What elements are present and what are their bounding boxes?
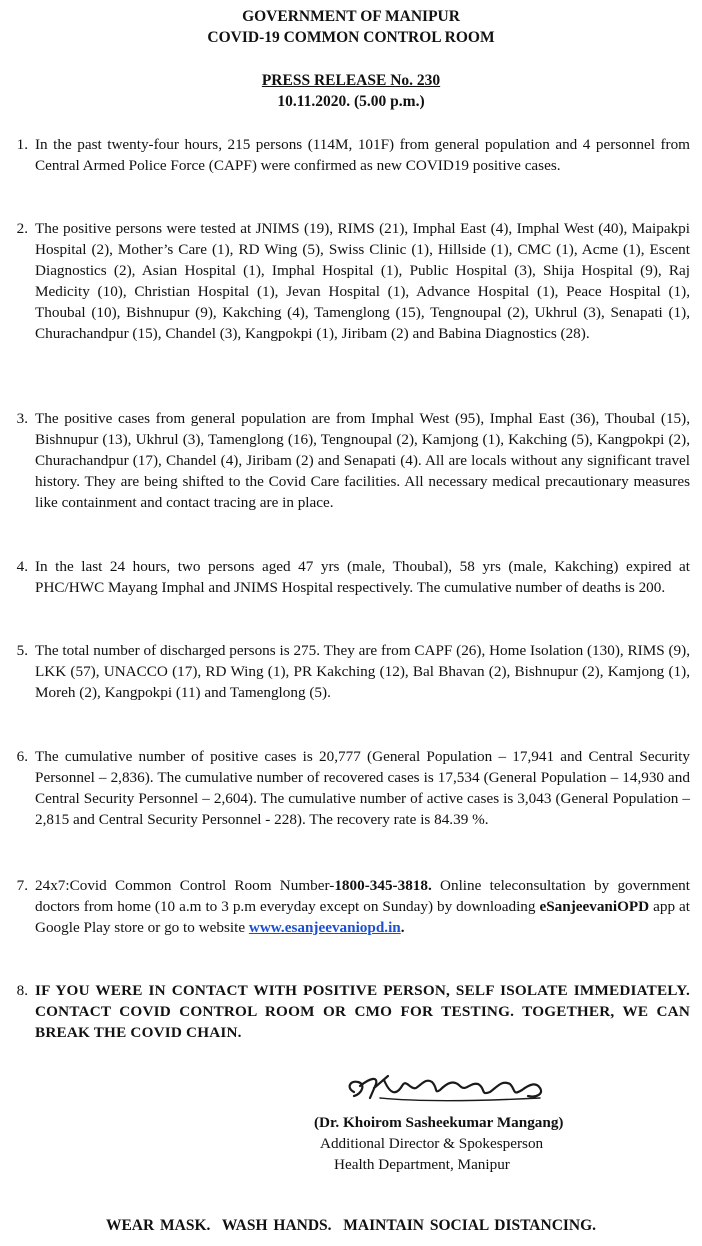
- item-number: 8.: [16, 982, 28, 999]
- header-government: GOVERNMENT OF MANIPUR: [242, 8, 460, 25]
- item-text: In the last 24 hours, two persons aged 47 yrs (male, Thoubal), 58 yrs (male, Kakching) expired at PHC/HWC Mayang Imphal and JNIMS Hospital respectively. The cumulative number of deaths is 200.: [35, 558, 690, 596]
- item-number: 1.: [16, 136, 28, 153]
- teleconsultation-text: Online teleconsultation by government doctors from home (10 a.m to 3 p.m everyday except on Sunday) by downloading: [35, 877, 690, 915]
- item-text: The positive cases from general population are from Imphal West (95), Imphal East (36), Thoubal (15), Bishnupur (13), Ukhrul (3), Tamenglong (16), Tengnoupal (2), Kamjong (1), Kakching (5), Kangpokpi (2), Churachandpur (17), Chandel (4), Jiribam (2) and Senapati (4). All are locals without any significant travel history. They are being shifted to the Covid Care facilities. All necessary medical precautionary measures like containment and contact tracing are in place.: [35, 410, 690, 511]
- footer-slogan: WEAR MASK. WASH HANDS. MAINTAIN SOCIAL DISTANCING.: [105, 1217, 597, 1234]
- app-name: eSanjeevaniOPD: [539, 898, 650, 915]
- item-text: The total number of discharged persons is 275. They are from CAPF (26), Home Isolation (130), RIMS (9), LKK (57), UNACCO (17), RD Wing (1), PR Kakching (12), Bal Bhavan (2), Bishnupur (2), Kamjong (1), Moreh (2), Kangpokpi (11) and Tamenglong (5).: [35, 642, 690, 701]
- signatory-department: Health Department, Manipur: [334, 1156, 510, 1173]
- item-number: 7.: [16, 877, 28, 894]
- item-number: 5.: [16, 642, 28, 659]
- press-release-number: PRESS RELEASE No. 230: [261, 72, 441, 89]
- item-text: The cumulative number of positive cases is 20,777 (General Population – 17,941 and Central Security Personnel – 2,836). The cumulative number of recovered cases is 17,534 (General Population – 14,930 and Central Security Personnel – 2,604). The cumulative number of active cases is 3,043 (General Population – 2,815 and Central Security Personnel - 228). The recovery rate is 84.39 %.: [35, 748, 690, 828]
- item-period: .: [400, 919, 405, 936]
- item-text: [35, 875, 690, 938]
- item-text: In the past twenty-four hours, 215 persons (114M, 101F) from general population and 4 personnel from Central Armed Police Force (CAPF) were confirmed as new COVID19 positive cases.: [35, 136, 690, 174]
- item-number: 2.: [16, 220, 28, 237]
- advisory-text: IF YOU WERE IN CONTACT WITH POSITIVE PERSON, SELF ISOLATE IMMEDIATELY. CONTACT COVID CONTROL ROOM OR CMO FOR TESTING. TOGETHER, WE CAN BREAK THE COVID CHAIN.: [35, 982, 690, 1041]
- item-text: The positive persons were tested at JNIMS (19), RIMS (21), Imphal East (4), Imphal West (40), Maipakpi Hospital (2), Mother’s Care (1), RD Wing (5), Swiss Clinic (1), Hillside (1), CMC (1), Acme (1), Escent Diagnostics (2), Asian Hospital (1), Imphal Hospital (1), Public Hospital (3), Shija Hospital (9), Raj Medicity (10), Christian Hospital (1), Jevan Hospital (1), Advance Hospital (1), Peace Hospital (1), Thoubal (10), Bishnupur (9), Kakching (4), Tamenglong (15), Tengnoupal (2), Ukhrul (3), Senapati (1), Churachandpur (15), Chandel (3), Kangpokpi (1), Jiribam (2) and Babina Diagnostics (28).: [35, 220, 690, 342]
- control-room-text: 24x7:Covid Common Control Room Number-: [35, 877, 335, 894]
- handwritten-signature: [340, 1068, 570, 1108]
- item-number: 4.: [16, 558, 28, 575]
- signatory-name: (Dr. Khoirom Sasheekumar Mangang): [314, 1114, 564, 1131]
- store-text: app at Google Play store or go to website: [35, 898, 691, 936]
- item-number: 6.: [16, 748, 28, 765]
- signatory-title: Additional Director & Spokesperson: [320, 1135, 544, 1152]
- press-release-date: 10.11.2020. (5.00 p.m.): [277, 93, 425, 110]
- helpline-number: 1800-345-3818.: [334, 877, 432, 894]
- website-link[interactable]: www.esanjeevaniopd.in: [248, 919, 401, 936]
- item-number: 3.: [16, 410, 28, 427]
- header-control-room: COVID-19 COMMON CONTROL ROOM: [207, 29, 495, 46]
